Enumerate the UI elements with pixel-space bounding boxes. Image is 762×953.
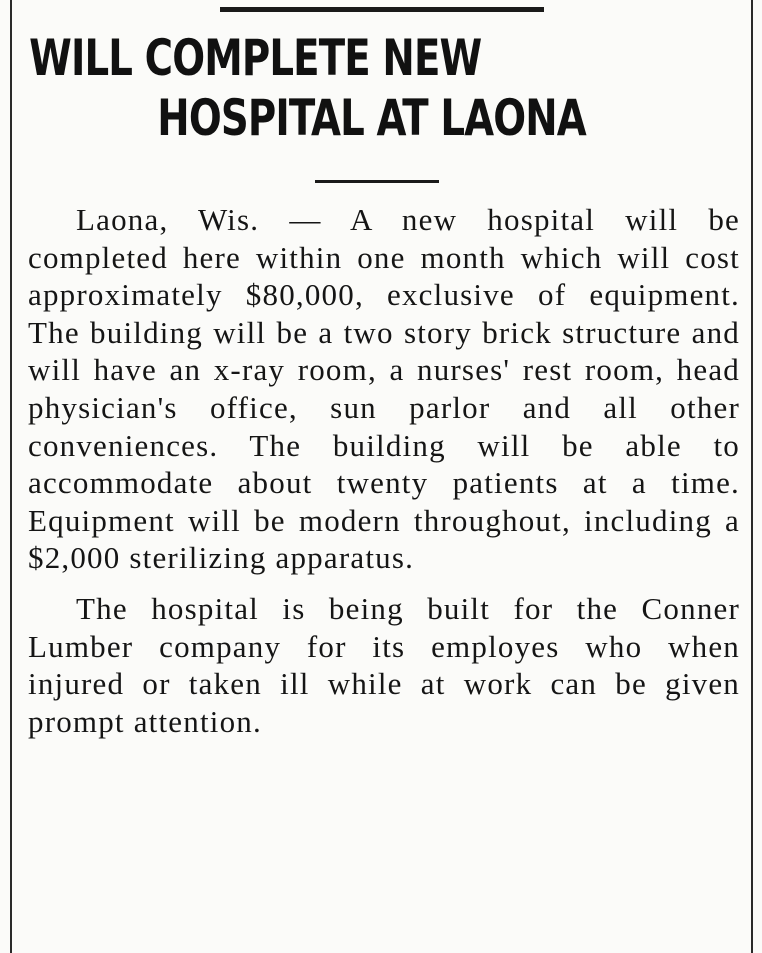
headline	[24, 28, 643, 148]
headline-line-1: WILL COMPLETE NEW	[29, 29, 482, 87]
paragraph-2: The hospital is being built for the Conner Lumber company for its employes who when injured or taken ill while at work can be given prompt attention.	[28, 590, 740, 739]
paragraph-1: Laona, Wis. — A new hospital will be completed here within one month which will cost approximately $80,000, exclusive of equipment. The building will be a two story brick structure and will have an x-ray room, a nurses' rest room, head physician's office, sun parlor and all other conveniences. The building will be able to accommodate about twenty patients at a time. Equipment will be modern throughout, including a $2,000 sterilizing apparatus.	[28, 202, 740, 576]
top-rule	[220, 7, 544, 12]
column-rule-left	[10, 0, 12, 953]
headline-divider	[315, 180, 439, 183]
headline-line-2: HOSPITAL AT LAONA	[157, 89, 586, 147]
article-body	[28, 201, 740, 753]
column-rule-right	[751, 0, 753, 953]
